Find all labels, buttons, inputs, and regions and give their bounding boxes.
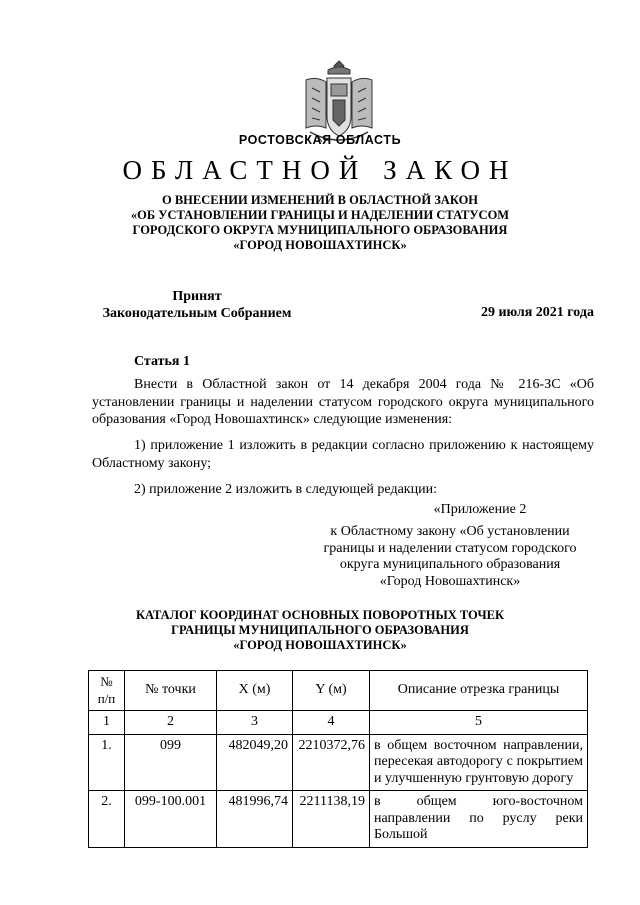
row-y: 2210372,76 (293, 734, 370, 791)
column-number: 4 (293, 711, 370, 735)
appendix-line: границы и наделении статусом городского (323, 540, 577, 556)
article-item-2: 2) приложение 2 изложить в следующей редакции: (134, 482, 437, 497)
column-header-num-abbr: п/п (97, 690, 116, 706)
row-point: 099 (125, 734, 217, 791)
adoption-date: 29 июля 2021 года (480, 305, 594, 320)
coordinates-table (88, 670, 588, 848)
region-name: РОСТОВСКАЯ ОБЛАСТЬ (238, 133, 402, 147)
column-number: 1 (89, 711, 125, 735)
table-header-row (89, 671, 588, 711)
article-intro: Внести в Областной закон от 14 декабря 2004 года № 216-ЗС «Об установлении границы и наделении статусом городского округа муниципального образования «Город Новошахтинск» следующие изменения: (92, 377, 594, 427)
catalog-title-line: ГРАНИЦЫ МУНИЦИПАЛЬНОГО ОБРАЗОВАНИЯ (171, 623, 469, 637)
row-desc: в общем юго-восточном направлении по руслу реки Большой (370, 791, 588, 848)
row-point: 099-100.001 (125, 791, 217, 848)
row-y: 2211138,19 (293, 791, 370, 848)
law-subtitle-line: «ОБ УСТАНОВЛЕНИИ ГРАНИЦЫ И НАДЕЛЕНИИ СТАТУСОМ (130, 208, 510, 222)
column-header-x: X (м) (217, 671, 293, 711)
law-subtitle-line: О ВНЕСЕНИИ ИЗМЕНЕНИЙ В ОБЛАСТНОЙ ЗАКОН (161, 193, 479, 207)
column-header-y: Y (м) (293, 671, 370, 711)
appendix-line: к Областному закону «Об установлении (330, 524, 570, 539)
row-num: 2. (89, 791, 125, 848)
row-desc: в общем восточном направлении, пересекая автодорогу с покрытием и улучшенную грунтовую дорогу (370, 734, 588, 791)
catalog-title (0, 608, 640, 653)
catalog-title-line: «ГОРОД НОВОШАХТИНСК» (233, 638, 407, 652)
appendix-line: округа муниципального образования (339, 557, 561, 572)
appendix-reference (300, 524, 600, 590)
appendix-label: «Приложение 2 (433, 502, 527, 517)
column-header-point: № точки (125, 671, 217, 711)
column-header-num-sign: № (100, 674, 113, 689)
column-header-desc: Описание отрезка границы (370, 671, 588, 711)
table-column-numbers-row (89, 711, 588, 735)
article-title: Статья 1 (134, 354, 190, 369)
adoption-block (92, 288, 302, 322)
catalog-title-line: КАТАЛОГ КООРДИНАТ ОСНОВНЫХ ПОВОРОТНЫХ ТОЧЕК (135, 608, 505, 622)
table-row (89, 734, 588, 791)
row-x: 482049,20 (217, 734, 293, 791)
column-number: 3 (217, 711, 293, 735)
law-subtitle-line: «ГОРОД НОВОШАХТИНСК» (233, 238, 407, 252)
column-number: 5 (370, 711, 588, 735)
row-num: 1. (89, 734, 125, 791)
adoption-line: Принят (172, 289, 222, 304)
article-item-1: 1) приложение 1 изложить в редакции согласно приложению к настоящему Областному закону; (92, 438, 594, 471)
law-subtitle (0, 193, 640, 253)
adoption-body: Законодательным Собранием (102, 306, 292, 321)
table-row (89, 791, 588, 848)
column-number: 2 (125, 711, 217, 735)
law-type-title: ОБЛАСТНОЙ ЗАКОН (122, 155, 518, 185)
column-header-num (89, 671, 125, 711)
appendix-line: «Город Новошахтинск» (379, 573, 521, 589)
law-subtitle-line: ГОРОДСКОГО ОКРУГА МУНИЦИПАЛЬНОГО ОБРАЗОВАНИЯ (132, 223, 508, 237)
row-x: 481996,74 (217, 791, 293, 848)
